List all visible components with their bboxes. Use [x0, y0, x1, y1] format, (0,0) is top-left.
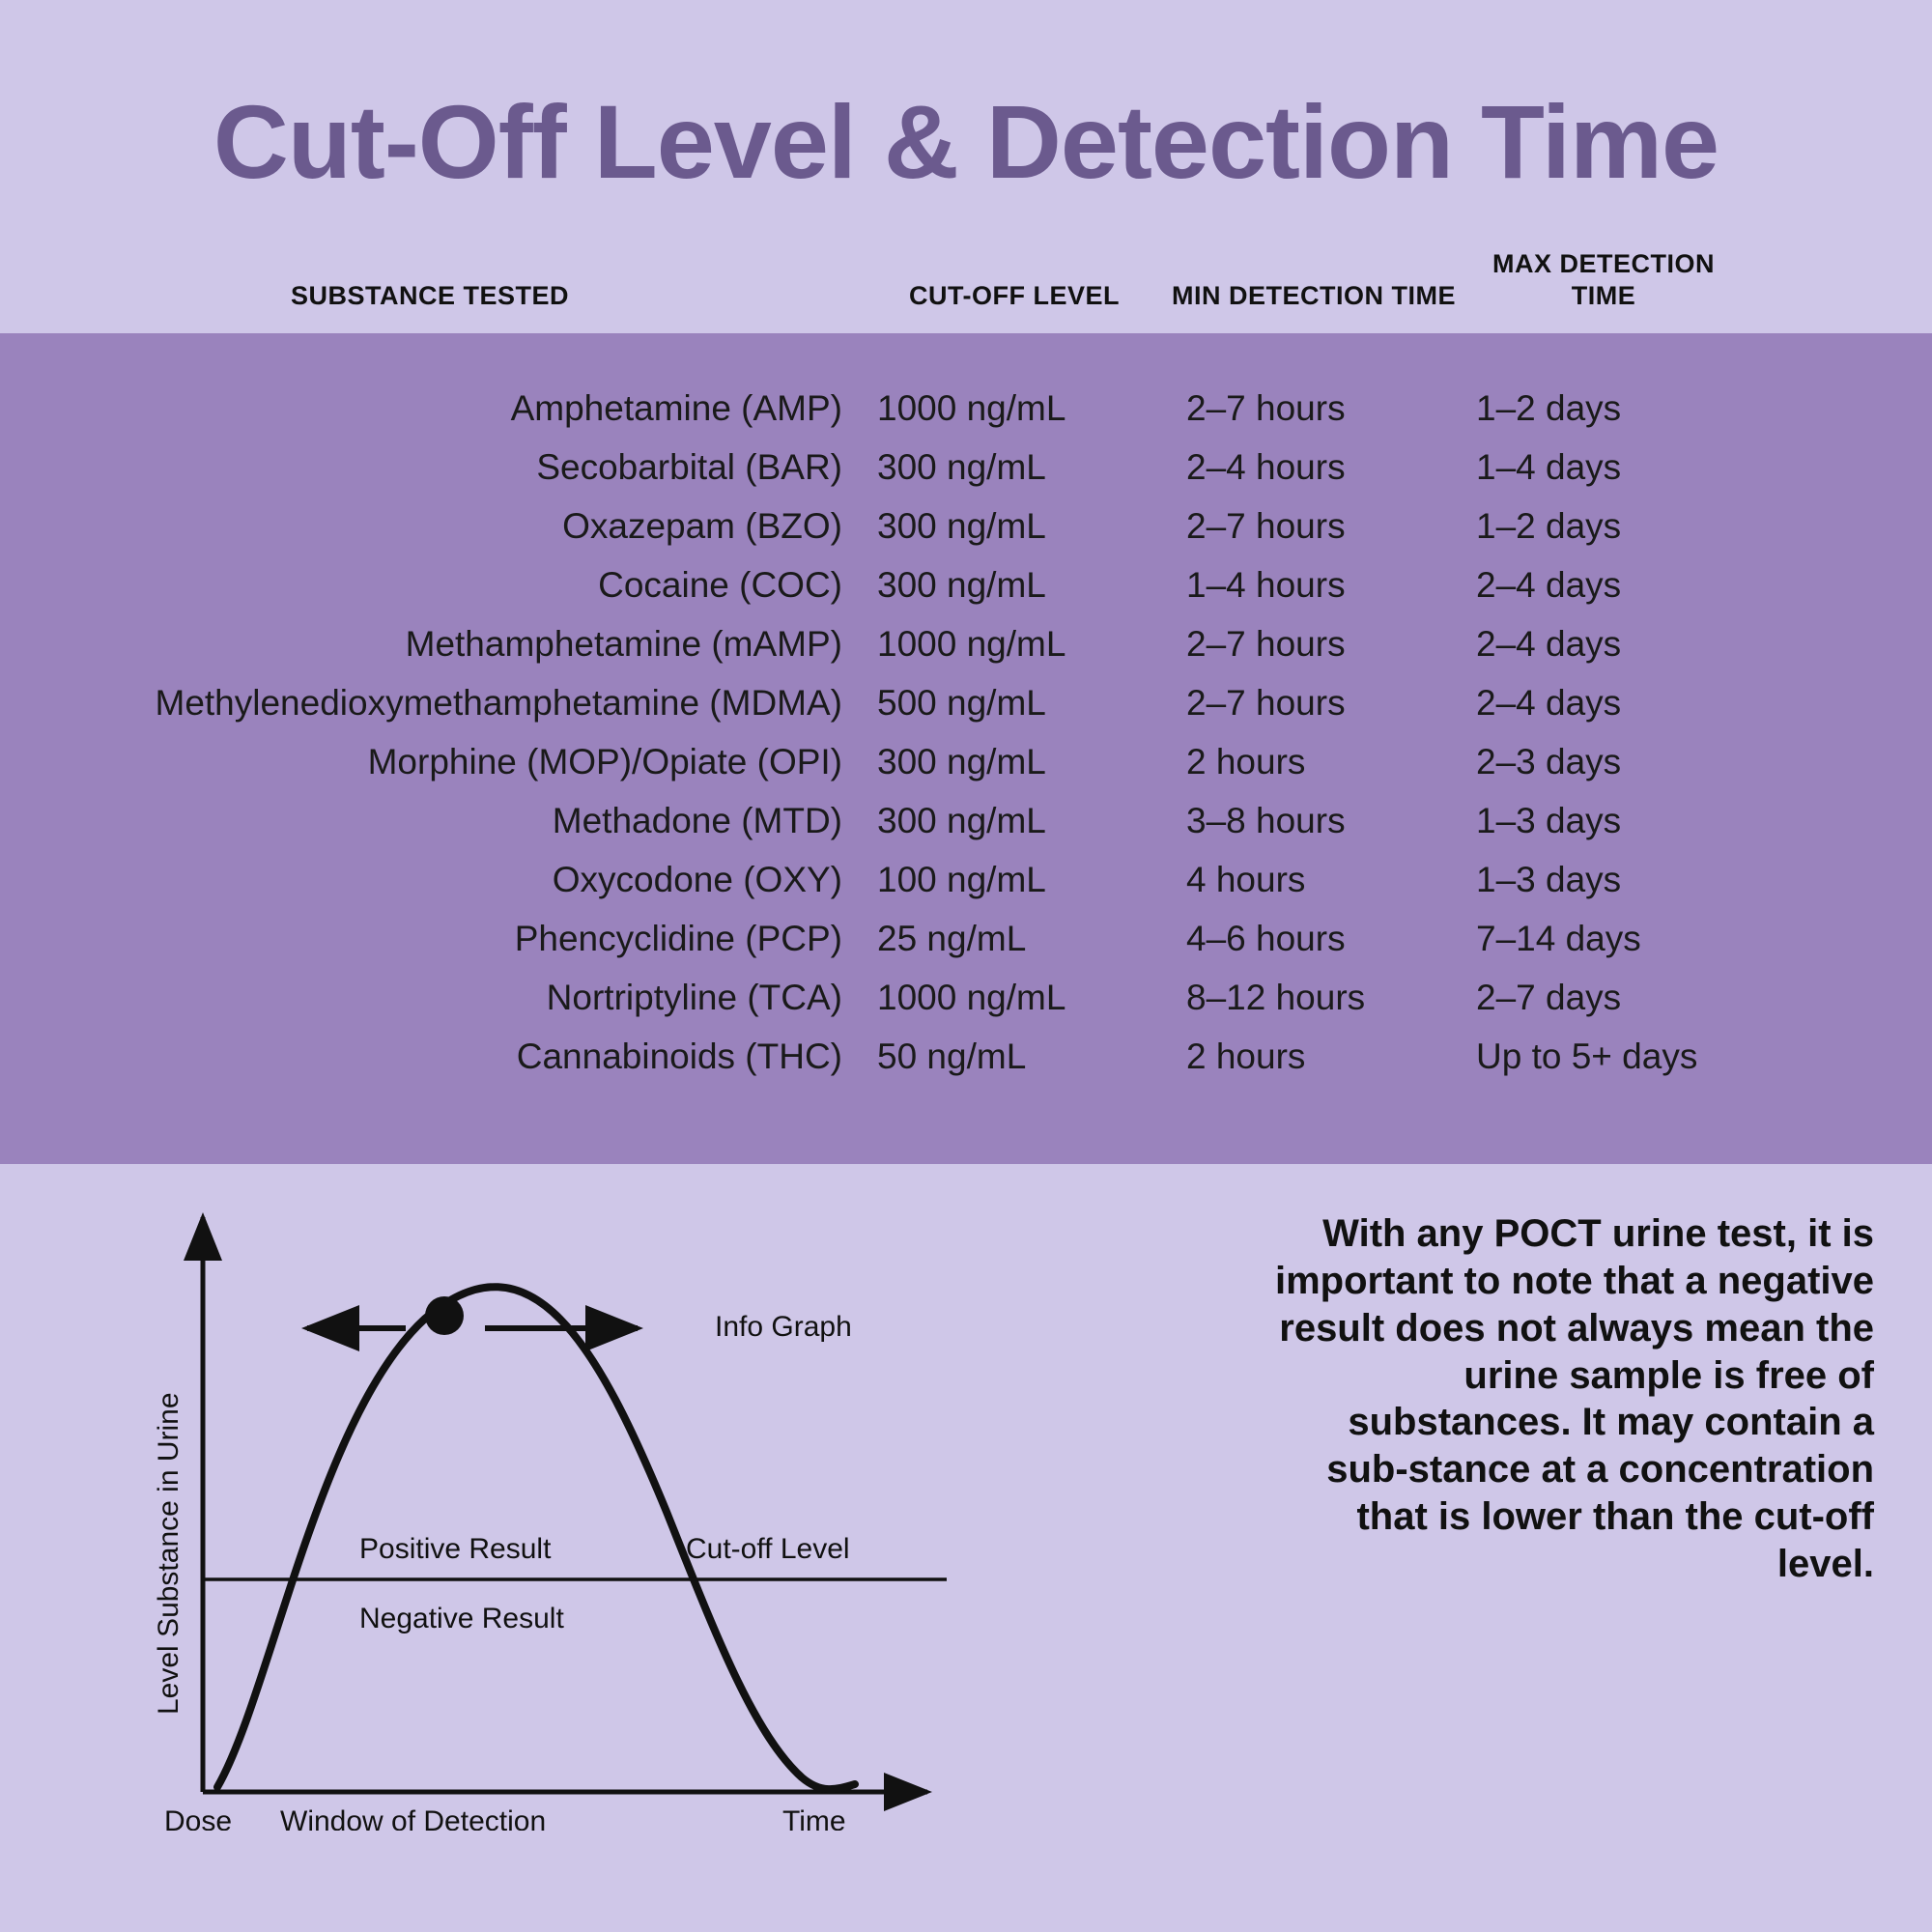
cell-substance: Oxazepam (BZO)	[562, 506, 842, 547]
cell-max-detection: 2–4 days	[1476, 565, 1622, 606]
cell-max-detection: 2–3 days	[1476, 742, 1622, 782]
cell-cutoff: 1000 ng/mL	[877, 624, 1066, 665]
cell-max-detection: 7–14 days	[1476, 919, 1641, 959]
cell-cutoff: 300 ng/mL	[877, 565, 1046, 606]
cell-substance: Methylenedioxymethamphetamine (MDMA)	[155, 683, 842, 724]
cell-max-detection: 2–7 days	[1476, 978, 1622, 1018]
table-body	[0, 333, 1932, 1164]
cell-min-detection: 2 hours	[1186, 1037, 1306, 1077]
cell-max-detection: 1–4 days	[1476, 447, 1622, 488]
column-header-cutoff: CUT-OFF LEVEL	[909, 281, 1120, 311]
dose-label: Dose	[164, 1805, 233, 1832]
negative-result-label: Negative Result	[359, 1603, 564, 1635]
table-row	[0, 743, 1932, 802]
page-title: Cut-Off Level & Detection Time	[213, 83, 1719, 200]
cell-max-detection: 1–3 days	[1476, 860, 1622, 900]
cell-cutoff: 25 ng/mL	[877, 919, 1027, 959]
cell-cutoff: 1000 ng/mL	[877, 388, 1066, 429]
cell-min-detection: 2 hours	[1186, 742, 1306, 782]
table-row	[0, 625, 1932, 684]
cell-min-detection: 4–6 hours	[1186, 919, 1346, 959]
window-of-detection-label: Window of Detection	[280, 1805, 547, 1832]
cutoff-level-label: Cut-off Level	[686, 1533, 850, 1566]
cell-min-detection: 4 hours	[1186, 860, 1306, 900]
y-axis-label: Level Substance in Urine	[153, 1392, 185, 1716]
column-header-substance: SUBSTANCE TESTED	[290, 281, 570, 311]
detection-curve-chart	[145, 1193, 1063, 1831]
cell-substance: Nortriptyline (TCA)	[546, 978, 842, 1018]
cell-min-detection: 3–8 hours	[1186, 801, 1346, 841]
positive-result-label: Positive Result	[359, 1533, 552, 1566]
cell-substance: Methadone (MTD)	[552, 801, 842, 841]
cell-substance: Amphetamine (AMP)	[510, 388, 842, 429]
note-text: With any POCT urine test, it is important to note that a negative result does not always mean the urine sample is free of substances. It may contain a sub-stance at a concentration that is lower than the cut-off level.	[1274, 1212, 1874, 1585]
column-header-max-detection: MAX DETECTION TIME	[1492, 249, 1715, 311]
cell-min-detection: 8–12 hours	[1186, 978, 1366, 1018]
cell-max-detection: 1–2 days	[1476, 388, 1622, 429]
graph-caption: Info Graph	[715, 1311, 852, 1344]
cell-min-detection: 2–7 hours	[1186, 506, 1346, 547]
cell-max-detection: 1–2 days	[1476, 506, 1622, 547]
cell-cutoff: 300 ng/mL	[877, 506, 1046, 547]
cell-cutoff: 300 ng/mL	[877, 447, 1046, 488]
table-header-row	[0, 196, 1932, 333]
info-graph	[0, 1164, 1246, 1852]
cell-cutoff: 1000 ng/mL	[877, 978, 1066, 1018]
cell-cutoff: 300 ng/mL	[877, 801, 1046, 841]
column-header-min-detection: MIN DETECTION TIME	[1172, 281, 1456, 311]
table-row	[0, 684, 1932, 743]
bottom-section	[0, 1164, 1932, 1852]
table-row	[0, 566, 1932, 625]
table-row	[0, 507, 1932, 566]
cell-max-detection: Up to 5+ days	[1476, 1037, 1698, 1077]
cell-max-detection: 2–4 days	[1476, 683, 1622, 724]
cell-cutoff: 50 ng/mL	[877, 1037, 1027, 1077]
table-row	[0, 861, 1932, 920]
cell-cutoff: 100 ng/mL	[877, 860, 1046, 900]
cell-min-detection: 2–7 hours	[1186, 624, 1346, 665]
x-axis-label: Time	[782, 1805, 846, 1832]
cell-cutoff: 500 ng/mL	[877, 683, 1046, 724]
table-row	[0, 448, 1932, 507]
cell-min-detection: 2–7 hours	[1186, 683, 1346, 724]
cell-substance: Phencyclidine (PCP)	[514, 919, 842, 959]
cell-substance: Cocaine (COC)	[598, 565, 842, 606]
cell-substance: Secobarbital (BAR)	[536, 447, 842, 488]
cell-cutoff: 300 ng/mL	[877, 742, 1046, 782]
table-row	[0, 1037, 1932, 1096]
table-row	[0, 389, 1932, 448]
cell-substance: Methamphetamine (mAMP)	[405, 624, 842, 665]
peak-marker	[425, 1296, 464, 1335]
cell-substance: Cannabinoids (THC)	[516, 1037, 842, 1077]
cell-min-detection: 2–4 hours	[1186, 447, 1346, 488]
table-row	[0, 920, 1932, 979]
table-row	[0, 802, 1932, 861]
table-row	[0, 979, 1932, 1037]
cell-max-detection: 1–3 days	[1476, 801, 1622, 841]
cell-substance: Morphine (MOP)/Opiate (OPI)	[367, 742, 842, 782]
cell-min-detection: 1–4 hours	[1186, 565, 1346, 606]
cell-max-detection: 2–4 days	[1476, 624, 1622, 665]
cell-min-detection: 2–7 hours	[1186, 388, 1346, 429]
cell-substance: Oxycodone (OXY)	[552, 860, 842, 900]
